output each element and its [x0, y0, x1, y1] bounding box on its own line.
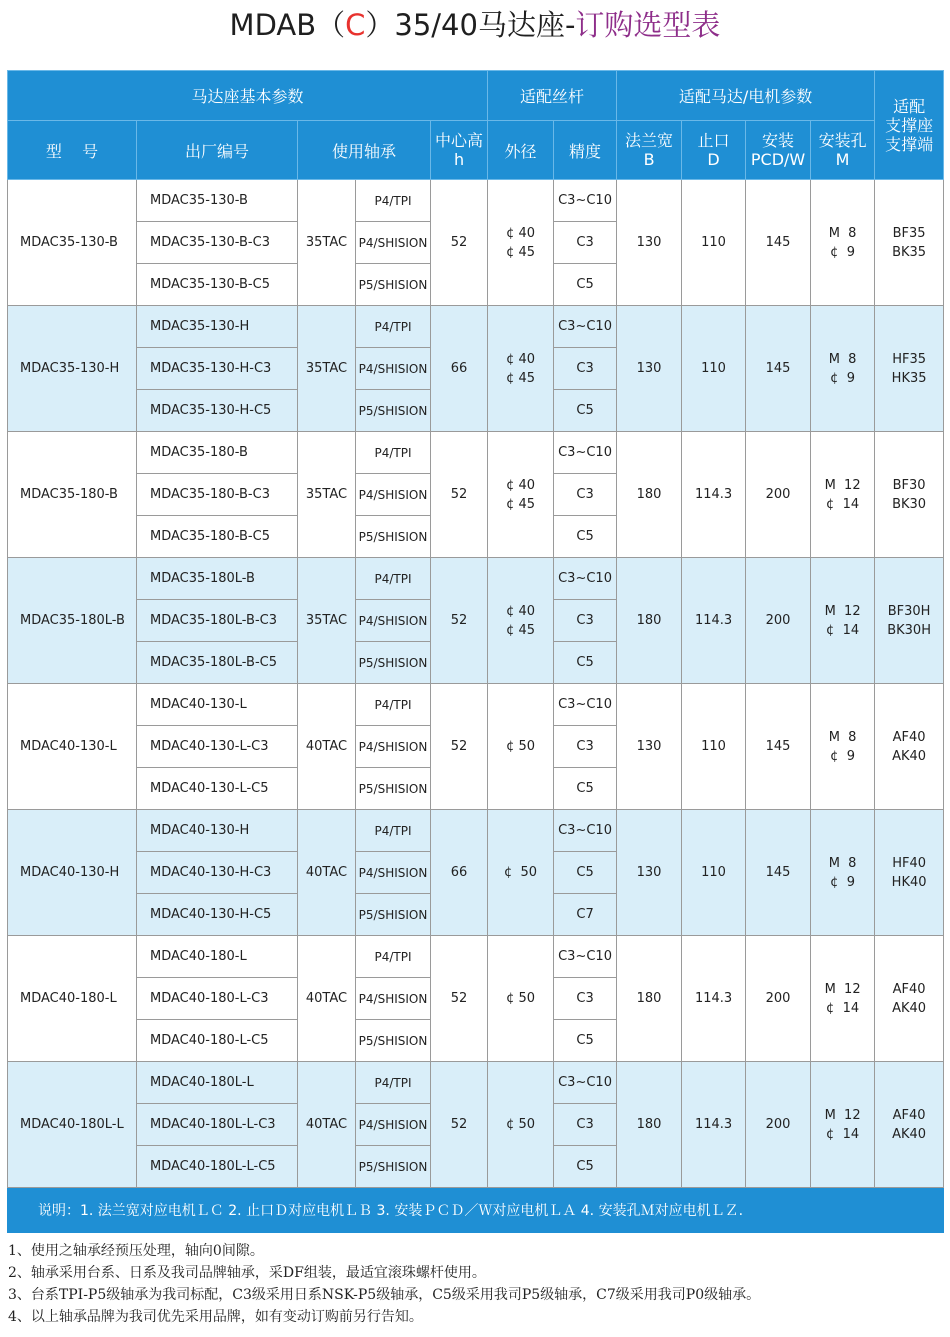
code-cell: MDAC40-180L-L-C3 — [137, 1104, 298, 1146]
hole-cell: M 12 ¢ 14 — [811, 432, 875, 558]
precision-cell: C3~C10 — [554, 180, 617, 222]
spigot-cell: 110 — [682, 306, 746, 432]
table-row — [8, 936, 944, 978]
bearing-type-cell: 35TAC — [298, 558, 356, 684]
col-header-precision: 精度 — [554, 121, 617, 180]
title-part-3: ）35/40马达座- — [365, 8, 576, 42]
support-cell: BF35 BK35 — [875, 180, 944, 306]
hole-cell: M 8 ¢ 9 — [811, 810, 875, 936]
pcd-cell: 200 — [746, 432, 811, 558]
bearing-type-cell: 40TAC — [298, 684, 356, 810]
pcd-cell: 145 — [746, 306, 811, 432]
spigot-cell: 110 — [682, 684, 746, 810]
precision-cell: C5 — [554, 264, 617, 306]
col-header-code: 出厂编号 — [137, 121, 298, 180]
table-row — [8, 306, 944, 348]
support-cell: AF40 AK40 — [875, 1062, 944, 1188]
precision-cell: C3 — [554, 222, 617, 264]
bearing-cell: P4/TPI — [356, 936, 431, 978]
code-cell: MDAC40-180-L-C5 — [137, 1020, 298, 1062]
pcd-cell: 200 — [746, 936, 811, 1062]
spigot-cell: 114.3 — [682, 1062, 746, 1188]
col-header-spigot: 止口 D — [682, 121, 746, 180]
bearing-cell: P4/SHISION — [356, 1104, 431, 1146]
bearing-type-cell: 35TAC — [298, 432, 356, 558]
flange-cell: 180 — [617, 558, 682, 684]
hole-cell: M 8 ¢ 9 — [811, 180, 875, 306]
group-header-motor: 适配马达/电机参数 — [617, 71, 875, 121]
model-cell: MDAC35-180-B — [8, 432, 137, 558]
title-part-2: C — [345, 8, 366, 42]
pcd-cell: 145 — [746, 684, 811, 810]
bearing-cell: P4/SHISION — [356, 978, 431, 1020]
precision-cell: C5 — [554, 642, 617, 684]
support-cell: BF30H BK30H — [875, 558, 944, 684]
code-cell: MDAC35-130-H-C3 — [137, 348, 298, 390]
center-height-cell: 52 — [431, 1062, 488, 1188]
hole-cell: M 12 ¢ 14 — [811, 558, 875, 684]
bearing-cell: P4/TPI — [356, 810, 431, 852]
precision-cell: C3~C10 — [554, 810, 617, 852]
bearing-cell: P5/SHISION — [356, 642, 431, 684]
model-cell: MDAC35-180L-B — [8, 558, 137, 684]
note-line: 2、轴承采用台系、日系及我司品牌轴承，采DF组装，最适宜滚珠螺杆使用。 — [8, 1265, 486, 1281]
support-cell: AF40 AK40 — [875, 936, 944, 1062]
note-line: 1、使用之轴承经预压处理，轴向0间隙。 — [8, 1243, 264, 1259]
outer-diameter-cell: ¢ 40 ¢ 45 — [488, 306, 554, 432]
code-cell: MDAC40-180L-L — [137, 1062, 298, 1104]
bearing-cell: P4/SHISION — [356, 852, 431, 894]
table-row — [8, 684, 944, 726]
code-cell: MDAC35-180-B-C3 — [137, 474, 298, 516]
center-height-cell: 66 — [431, 810, 488, 936]
code-cell: MDAC35-180L-B-C5 — [137, 642, 298, 684]
model-cell: MDAC40-130-L — [8, 684, 137, 810]
code-cell: MDAC40-130-L-C3 — [137, 726, 298, 768]
bearing-cell: P4/SHISION — [356, 600, 431, 642]
flange-cell: 180 — [617, 1062, 682, 1188]
code-cell: MDAC35-180L-B — [137, 558, 298, 600]
code-cell: MDAC35-130-H — [137, 306, 298, 348]
precision-cell: C3~C10 — [554, 684, 617, 726]
pcd-cell: 145 — [746, 180, 811, 306]
hole-cell: M 12 ¢ 14 — [811, 1062, 875, 1188]
outer-diameter-cell: ¢ 40 ¢ 45 — [488, 432, 554, 558]
precision-cell: C3~C10 — [554, 1062, 617, 1104]
flange-cell: 130 — [617, 684, 682, 810]
table-row — [8, 180, 944, 222]
col-header-flange: 法兰宽 B — [617, 121, 682, 180]
code-cell: MDAC40-130-H — [137, 810, 298, 852]
center-height-cell: 52 — [431, 684, 488, 810]
bearing-cell: P4/TPI — [356, 1062, 431, 1104]
bearing-cell: P5/SHISION — [356, 516, 431, 558]
table-row — [8, 432, 944, 474]
bearing-cell: P4/SHISION — [356, 726, 431, 768]
pcd-cell: 200 — [746, 1062, 811, 1188]
outer-diameter-cell: ¢ 50 — [488, 810, 554, 936]
spigot-cell: 110 — [682, 180, 746, 306]
center-height-cell: 52 — [431, 432, 488, 558]
col-header-pcd: 安装 PCD/W — [746, 121, 811, 180]
bearing-type-cell: 40TAC — [298, 1062, 356, 1188]
pcd-cell: 200 — [746, 558, 811, 684]
group-header-base: 马达座基本参数 — [8, 71, 488, 121]
bearing-type-cell: 40TAC — [298, 810, 356, 936]
precision-cell: C5 — [554, 390, 617, 432]
bearing-cell: P5/SHISION — [356, 894, 431, 936]
code-cell: MDAC40-180-L — [137, 936, 298, 978]
precision-cell: C3 — [554, 726, 617, 768]
spigot-cell: 114.3 — [682, 558, 746, 684]
precision-cell: C5 — [554, 516, 617, 558]
code-cell: MDAC40-130-L — [137, 684, 298, 726]
bearing-cell: P5/SHISION — [356, 768, 431, 810]
flange-cell: 180 — [617, 432, 682, 558]
support-cell: HF40 HK40 — [875, 810, 944, 936]
notes-section — [8, 1240, 938, 1328]
precision-cell: C3~C10 — [554, 558, 617, 600]
title-part-1: MDAB（ — [229, 8, 346, 42]
model-cell: MDAC40-180L-L — [8, 1062, 137, 1188]
precision-cell: C3 — [554, 474, 617, 516]
support-cell: HF35 HK35 — [875, 306, 944, 432]
precision-cell: C7 — [554, 894, 617, 936]
precision-cell: C3 — [554, 348, 617, 390]
note-line: 4、以上轴承品牌为我司优先采用品牌，如有变动订购前另行告知。 — [8, 1309, 423, 1325]
code-cell: MDAC35-130-B — [137, 180, 298, 222]
outer-diameter-cell: ¢ 50 — [488, 684, 554, 810]
spigot-cell: 110 — [682, 810, 746, 936]
hole-cell: M 8 ¢ 9 — [811, 684, 875, 810]
center-height-cell: 52 — [431, 558, 488, 684]
outer-diameter-cell: ¢ 50 — [488, 936, 554, 1062]
bearing-cell: P4/SHISION — [356, 474, 431, 516]
spigot-cell: 114.3 — [682, 432, 746, 558]
code-cell: MDAC35-130-B-C3 — [137, 222, 298, 264]
code-cell: MDAC35-130-H-C5 — [137, 390, 298, 432]
bearing-cell: P4/TPI — [356, 432, 431, 474]
code-cell: MDAC40-130-L-C5 — [137, 768, 298, 810]
flange-cell: 130 — [617, 180, 682, 306]
precision-cell: C5 — [554, 852, 617, 894]
center-height-cell: 52 — [431, 180, 488, 306]
bearing-cell: P4/TPI — [356, 180, 431, 222]
precision-cell: C3 — [554, 978, 617, 1020]
bearing-type-cell: 40TAC — [298, 936, 356, 1062]
flange-cell: 180 — [617, 936, 682, 1062]
bearing-cell: P5/SHISION — [356, 1020, 431, 1062]
table-footer-notes: 说明：1. 法兰宽对应电机ＬＣ 2. 止口Ｄ对应电机ＬＢ 3. 安装ＰＣＤ／Ｗ对应电机ＬＡ 4. 安装孔Ｍ对应电机ＬＺ. — [8, 1188, 944, 1233]
precision-cell: C3 — [554, 1104, 617, 1146]
model-cell: MDAC40-130-H — [8, 810, 137, 936]
hole-cell: M 8 ¢ 9 — [811, 306, 875, 432]
col-header-model: 型 号 — [8, 121, 137, 180]
outer-diameter-cell: ¢ 40 ¢ 45 — [488, 180, 554, 306]
bearing-type-cell: 35TAC — [298, 180, 356, 306]
precision-cell: C5 — [554, 1146, 617, 1188]
code-cell: MDAC40-180-L-C3 — [137, 978, 298, 1020]
bearing-cell: P4/TPI — [356, 684, 431, 726]
note-line: 3、台系TPI-P5级轴承为我司标配，C3级采用日系NSK-P5级轴承，C5级采用我司P5级轴承，C7级采用我司P0级轴承。 — [8, 1287, 761, 1303]
precision-cell: C3 — [554, 600, 617, 642]
table-row — [8, 558, 944, 600]
flange-cell: 130 — [617, 306, 682, 432]
bearing-cell: P5/SHISION — [356, 264, 431, 306]
table-row — [8, 810, 944, 852]
support-cell: BF30 BK30 — [875, 432, 944, 558]
bearing-cell: P4/TPI — [356, 558, 431, 600]
code-cell: MDAC35-130-B-C5 — [137, 264, 298, 306]
group-header-screw: 适配丝杆 — [488, 71, 617, 121]
bearing-cell: P5/SHISION — [356, 1146, 431, 1188]
group-header-support: 适配 支撑座 支撑端 — [875, 71, 944, 180]
precision-cell: C5 — [554, 1020, 617, 1062]
bearing-cell: P4/SHISION — [356, 222, 431, 264]
outer-diameter-cell: ¢ 40 ¢ 45 — [488, 558, 554, 684]
precision-cell: C5 — [554, 768, 617, 810]
outer-diameter-cell: ¢ 50 — [488, 1062, 554, 1188]
bearing-cell: P4/TPI — [356, 306, 431, 348]
selection-table — [7, 70, 944, 1233]
code-cell: MDAC40-130-H-C3 — [137, 852, 298, 894]
col-header-bearing: 使用轴承 — [298, 121, 431, 180]
table-row — [8, 1062, 944, 1104]
col-header-od: 外径 — [488, 121, 554, 180]
precision-cell: C3~C10 — [554, 432, 617, 474]
flange-cell: 130 — [617, 810, 682, 936]
model-cell: MDAC40-180-L — [8, 936, 137, 1062]
code-cell: MDAC35-180L-B-C3 — [137, 600, 298, 642]
center-height-cell: 66 — [431, 306, 488, 432]
model-cell: MDAC35-130-B — [8, 180, 137, 306]
support-cell: AF40 AK40 — [875, 684, 944, 810]
bearing-type-cell: 35TAC — [298, 306, 356, 432]
precision-cell: C3~C10 — [554, 936, 617, 978]
center-height-cell: 52 — [431, 936, 488, 1062]
pcd-cell: 145 — [746, 810, 811, 936]
col-header-center: 中心高 h — [431, 121, 488, 180]
hole-cell: M 12 ¢ 14 — [811, 936, 875, 1062]
model-cell: MDAC35-130-H — [8, 306, 137, 432]
title-part-4: 订购选型表 — [575, 8, 721, 42]
bearing-cell: P4/SHISION — [356, 348, 431, 390]
code-cell: MDAC35-180-B-C5 — [137, 516, 298, 558]
page-title — [0, 6, 950, 44]
col-header-hole: 安装孔 M — [811, 121, 875, 180]
code-cell: MDAC40-180L-L-C5 — [137, 1146, 298, 1188]
spigot-cell: 114.3 — [682, 936, 746, 1062]
bearing-cell: P5/SHISION — [356, 390, 431, 432]
code-cell: MDAC40-130-H-C5 — [137, 894, 298, 936]
precision-cell: C3~C10 — [554, 306, 617, 348]
code-cell: MDAC35-180-B — [137, 432, 298, 474]
